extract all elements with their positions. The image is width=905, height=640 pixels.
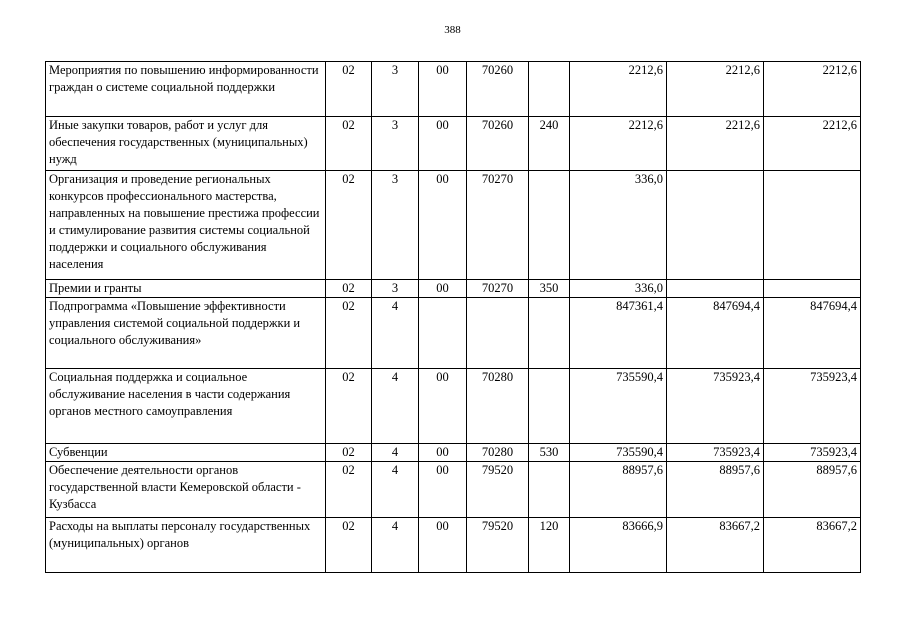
code-expense-type: 240 bbox=[529, 117, 570, 171]
value-year-1: 88957,6 bbox=[570, 462, 667, 518]
row-name: Обеспечение деятельности органов государственной власти Кемеровской области - Кузбасса bbox=[46, 462, 326, 518]
value-year-2: 2212,6 bbox=[667, 117, 764, 171]
code-target: 79520 bbox=[467, 462, 529, 518]
value-year-2: 2212,6 bbox=[667, 62, 764, 117]
code-expense-type bbox=[529, 369, 570, 444]
code-section: 02 bbox=[326, 444, 372, 462]
code-direction: 00 bbox=[419, 518, 467, 573]
table-row bbox=[46, 462, 861, 518]
code-section: 02 bbox=[326, 117, 372, 171]
table-row bbox=[46, 369, 861, 444]
value-year-3: 88957,6 bbox=[764, 462, 861, 518]
value-year-1: 735590,4 bbox=[570, 444, 667, 462]
table-row bbox=[46, 518, 861, 573]
code-expense-type: 120 bbox=[529, 518, 570, 573]
value-year-3: 83667,2 bbox=[764, 518, 861, 573]
code-expense-type: 530 bbox=[529, 444, 570, 462]
row-name: Подпрограмма «Повышение эффективности управления системой социальной поддержки и социального обслуживания» bbox=[46, 298, 326, 369]
code-expense-type bbox=[529, 62, 570, 117]
row-name: Иные закупки товаров, работ и услуг для обеспечения государственных (муниципальных) нужд bbox=[46, 117, 326, 171]
value-year-3 bbox=[764, 171, 861, 280]
code-target: 70270 bbox=[467, 280, 529, 298]
value-year-1: 847361,4 bbox=[570, 298, 667, 369]
code-direction: 00 bbox=[419, 462, 467, 518]
value-year-2: 83667,2 bbox=[667, 518, 764, 573]
code-expense-type: 350 bbox=[529, 280, 570, 298]
code-subprogram: 3 bbox=[372, 171, 419, 280]
table-row bbox=[46, 171, 861, 280]
page-number: 388 bbox=[444, 24, 461, 36]
row-name: Расходы на выплаты персоналу государственных (муниципальных) органов bbox=[46, 518, 326, 573]
value-year-3 bbox=[764, 280, 861, 298]
value-year-3: 2212,6 bbox=[764, 62, 861, 117]
code-direction: 00 bbox=[419, 117, 467, 171]
code-target bbox=[467, 298, 529, 369]
value-year-1: 735590,4 bbox=[570, 369, 667, 444]
value-year-2: 847694,4 bbox=[667, 298, 764, 369]
value-year-1: 2212,6 bbox=[570, 62, 667, 117]
code-target: 70260 bbox=[467, 117, 529, 171]
value-year-2: 735923,4 bbox=[667, 369, 764, 444]
code-direction: 00 bbox=[419, 62, 467, 117]
code-section: 02 bbox=[326, 462, 372, 518]
code-expense-type bbox=[529, 171, 570, 280]
code-direction: 00 bbox=[419, 444, 467, 462]
value-year-3: 2212,6 bbox=[764, 117, 861, 171]
value-year-2 bbox=[667, 280, 764, 298]
value-year-1: 83666,9 bbox=[570, 518, 667, 573]
code-subprogram: 4 bbox=[372, 369, 419, 444]
budget-table bbox=[45, 61, 861, 573]
value-year-2: 735923,4 bbox=[667, 444, 764, 462]
code-section: 02 bbox=[326, 280, 372, 298]
value-year-1: 336,0 bbox=[570, 280, 667, 298]
value-year-1: 2212,6 bbox=[570, 117, 667, 171]
code-subprogram: 3 bbox=[372, 280, 419, 298]
code-direction bbox=[419, 298, 467, 369]
code-target: 70280 bbox=[467, 444, 529, 462]
row-name: Организация и проведение региональных конкурсов профессионального мастерства, направленных на повышение престижа профессии и стимулирование развития системы социальной поддержки и социального обслуживания населения bbox=[46, 171, 326, 280]
table-row bbox=[46, 117, 861, 171]
code-target: 70280 bbox=[467, 369, 529, 444]
value-year-2 bbox=[667, 171, 764, 280]
table-row bbox=[46, 280, 861, 298]
code-subprogram: 3 bbox=[372, 117, 419, 171]
code-subprogram: 3 bbox=[372, 62, 419, 117]
code-expense-type bbox=[529, 298, 570, 369]
code-section: 02 bbox=[326, 298, 372, 369]
value-year-3: 735923,4 bbox=[764, 444, 861, 462]
code-section: 02 bbox=[326, 518, 372, 573]
row-name: Мероприятия по повышению информированности граждан о системе социальной поддержки bbox=[46, 62, 326, 117]
code-section: 02 bbox=[326, 171, 372, 280]
code-section: 02 bbox=[326, 62, 372, 117]
code-section: 02 bbox=[326, 369, 372, 444]
code-subprogram: 4 bbox=[372, 298, 419, 369]
value-year-3: 735923,4 bbox=[764, 369, 861, 444]
row-name: Субвенции bbox=[46, 444, 326, 462]
code-target: 70260 bbox=[467, 62, 529, 117]
row-name: Социальная поддержка и социальное обслуживание населения в части содержания органов местного самоуправления bbox=[46, 369, 326, 444]
code-expense-type bbox=[529, 462, 570, 518]
code-direction: 00 bbox=[419, 171, 467, 280]
code-subprogram: 4 bbox=[372, 444, 419, 462]
code-target: 79520 bbox=[467, 518, 529, 573]
code-subprogram: 4 bbox=[372, 518, 419, 573]
value-year-2: 88957,6 bbox=[667, 462, 764, 518]
table-row bbox=[46, 298, 861, 369]
table-row bbox=[46, 444, 861, 462]
table-row bbox=[46, 62, 861, 117]
code-subprogram: 4 bbox=[372, 462, 419, 518]
code-direction: 00 bbox=[419, 280, 467, 298]
value-year-1: 336,0 bbox=[570, 171, 667, 280]
code-direction: 00 bbox=[419, 369, 467, 444]
value-year-3: 847694,4 bbox=[764, 298, 861, 369]
code-target: 70270 bbox=[467, 171, 529, 280]
row-name: Премии и гранты bbox=[46, 280, 326, 298]
